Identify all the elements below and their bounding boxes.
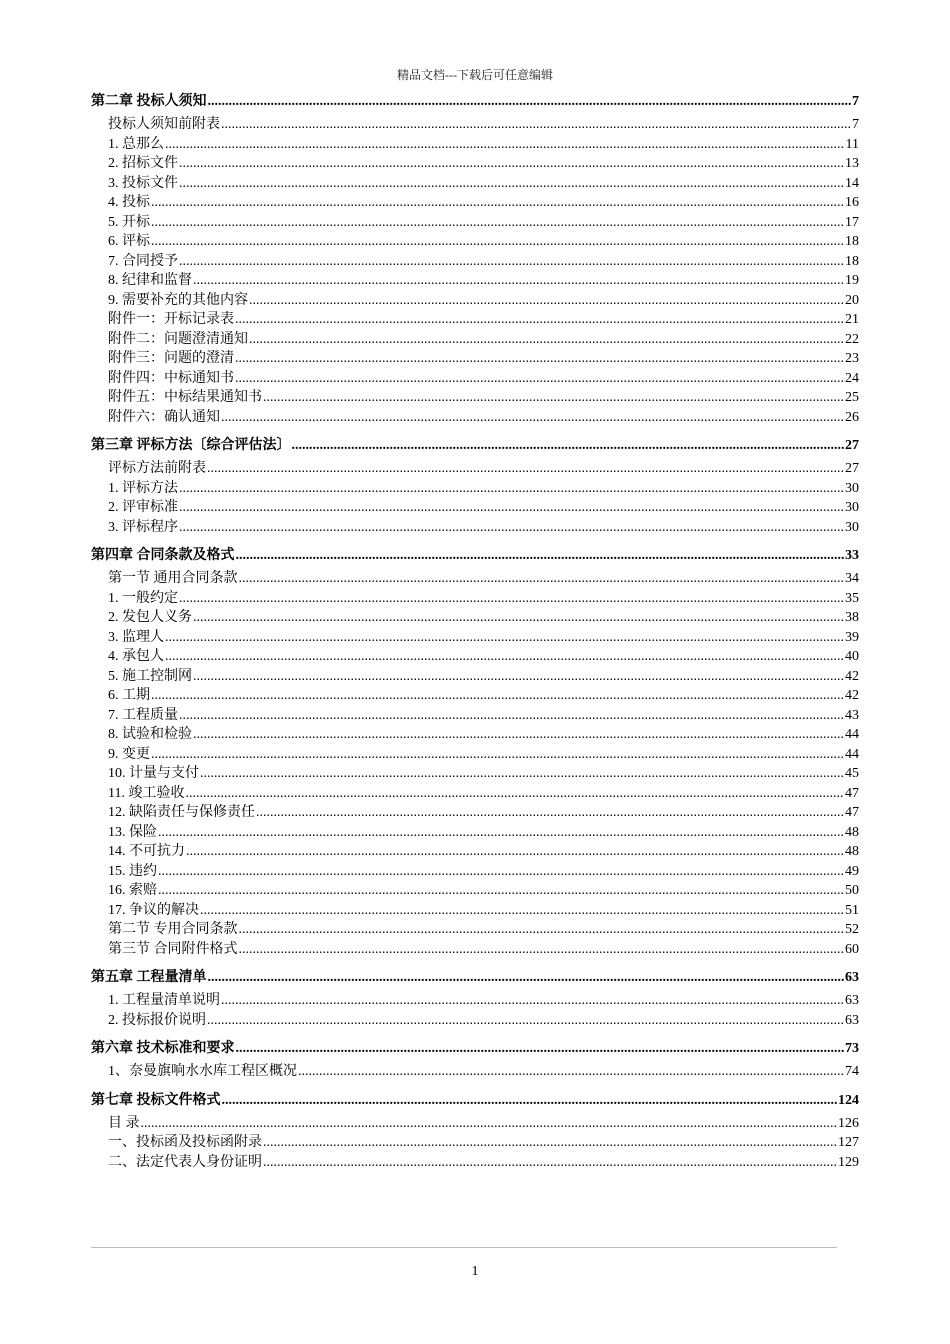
toc-leader-dots — [179, 156, 844, 172]
toc-leader-dots — [222, 1093, 838, 1109]
toc-entry-page: 27 — [845, 461, 859, 476]
toc-entry[interactable] — [91, 289, 859, 309]
toc-leader-dots — [193, 610, 844, 626]
toc-entry[interactable] — [91, 860, 859, 880]
toc-chapter-items — [91, 113, 859, 425]
toc-entry-page: 127 — [838, 1135, 859, 1150]
toc-entry[interactable] — [91, 211, 859, 231]
toc-entry-page: 51 — [845, 902, 859, 918]
toc-chapter-title: 第二章 投标人须知 — [91, 94, 207, 109]
toc-entry-title: 3. 监理人 — [108, 629, 164, 645]
toc-entry[interactable] — [91, 477, 859, 497]
toc-entry-page: 42 — [845, 668, 859, 684]
toc-entry-title: 14. 不可抗力 — [108, 844, 185, 859]
toc-entry-page: 52 — [845, 922, 859, 937]
toc-entry-title: 7. 工程质量 — [108, 707, 178, 723]
toc-entry-page: 50 — [845, 883, 859, 898]
toc-entry[interactable] — [91, 516, 859, 536]
toc-entry[interactable] — [91, 406, 859, 426]
toc-chapter[interactable] — [91, 434, 859, 457]
toc-entry-title: 二、法定代表人身份证明 — [108, 1154, 262, 1170]
toc-entry-title: 9. 变更 — [108, 746, 150, 762]
toc-entry-page: 129 — [838, 1154, 859, 1170]
toc-entry-page: 45 — [845, 766, 859, 781]
page-number: 1 — [471, 1264, 479, 1279]
toc-entry-page: 18 — [845, 234, 859, 249]
toc-entry-page: 30 — [845, 519, 859, 535]
toc-leader-dots — [298, 1064, 844, 1080]
table-of-contents — [91, 90, 859, 1179]
toc-leader-dots — [221, 410, 844, 426]
toc-entry[interactable] — [91, 626, 859, 646]
toc-chapter-page: 124 — [838, 1092, 859, 1108]
toc-leader-dots — [179, 254, 844, 270]
toc-entry-title: 1. 评标方法 — [108, 480, 178, 496]
toc-entry-title: 附件六：确认通知 — [108, 409, 220, 425]
toc-leader-dots — [256, 805, 844, 821]
toc-entry[interactable] — [91, 113, 859, 133]
toc-entry[interactable] — [91, 762, 859, 782]
toc-entry[interactable] — [91, 230, 859, 250]
toc-entry[interactable] — [91, 386, 859, 406]
toc-leader-dots — [207, 461, 844, 477]
toc-entry-title: 5. 开标 — [108, 214, 150, 230]
toc-entry-title: 一、投标函及投标函附录 — [108, 1135, 262, 1150]
toc-entry-page: 23 — [845, 351, 859, 366]
toc-leader-dots — [208, 94, 852, 110]
toc-entry-title: 9. 需要补充的其他内容 — [108, 292, 248, 308]
toc-entry[interactable] — [91, 367, 859, 387]
toc-entry-page: 44 — [845, 727, 859, 742]
toc-leader-dots — [249, 332, 844, 348]
toc-entry-title: 6. 评标 — [108, 234, 150, 249]
toc-entry-page: 25 — [845, 390, 859, 405]
toc-entry-title: 6. 工期 — [108, 688, 150, 703]
toc-leader-dots — [239, 942, 845, 958]
toc-leader-dots — [158, 883, 844, 899]
toc-leader-dots — [235, 312, 844, 328]
toc-chapter-items — [91, 457, 859, 535]
toc-leader-dots — [165, 630, 844, 646]
toc-leader-dots — [151, 215, 844, 231]
page-header: 精品文档---下载后可任意编辑 — [397, 68, 553, 82]
toc-entry[interactable] — [91, 704, 859, 724]
toc-entry-page: 16 — [845, 195, 859, 210]
toc-entry[interactable] — [91, 782, 859, 802]
toc-leader-dots — [179, 708, 844, 724]
toc-entry-title: 附件三：问题的澄清 — [108, 351, 234, 366]
toc-entry-page: 49 — [845, 863, 859, 879]
toc-entry-title: 2. 招标文件 — [108, 156, 178, 171]
toc-entry-page: 63 — [845, 1012, 859, 1028]
toc-entry-page: 18 — [845, 253, 859, 269]
toc-entry-title: 1、奈曼旗响水水库工程区概况 — [108, 1064, 297, 1079]
toc-entry-page: 39 — [845, 629, 859, 645]
toc-entry[interactable] — [91, 587, 859, 607]
toc-leader-dots — [263, 1155, 837, 1171]
toc-leader-dots — [200, 766, 844, 782]
toc-entry-page: 35 — [845, 590, 859, 606]
toc-entry-title: 15. 违约 — [108, 863, 157, 879]
toc-leader-dots — [249, 293, 844, 309]
toc-entry[interactable] — [91, 496, 859, 516]
toc-leader-dots — [193, 727, 844, 743]
toc-leader-dots — [179, 591, 844, 607]
toc-chapter-title: 第三章 评标方法〔综合评估法〕 — [91, 438, 291, 453]
toc-entry-title: 10. 计量与支付 — [108, 766, 199, 781]
toc-entry[interactable] — [91, 1009, 859, 1029]
toc-chapter[interactable] — [91, 544, 859, 567]
toc-entry-title: 2. 投标报价说明 — [108, 1012, 206, 1028]
toc-entry-page: 40 — [845, 649, 859, 664]
toc-entry-title: 第二节 专用合同条款 — [108, 922, 238, 937]
toc-leader-dots — [292, 438, 845, 454]
toc-entry[interactable] — [91, 723, 859, 743]
toc-chapter-page: 63 — [845, 970, 859, 985]
toc-entry-page: 60 — [845, 941, 859, 957]
toc-entry-page: 42 — [845, 688, 859, 703]
toc-entry[interactable] — [91, 743, 859, 763]
toc-entry-page: 30 — [845, 480, 859, 496]
toc-leader-dots — [186, 844, 844, 860]
toc-entry-title: 3. 投标文件 — [108, 175, 178, 191]
toc-chapter[interactable] — [91, 1089, 859, 1112]
toc-entry-title: 8. 试验和检验 — [108, 727, 192, 742]
toc-entry-title: 附件四：中标通知书 — [108, 370, 234, 386]
toc-chapter-items — [91, 1112, 859, 1171]
toc-entry-title: 附件二：问题澄清通知 — [108, 331, 248, 347]
toc-entry-page: 24 — [845, 370, 859, 386]
toc-entry-title: 8. 纪律和监督 — [108, 273, 192, 288]
toc-entry[interactable] — [91, 567, 859, 587]
toc-chapter-page: 7 — [852, 94, 859, 109]
toc-entry-title: 3. 评标程序 — [108, 519, 178, 535]
toc-leader-dots — [193, 273, 844, 289]
toc-entry[interactable] — [91, 269, 859, 289]
toc-entry[interactable] — [91, 133, 859, 153]
toc-entry-page: 34 — [845, 571, 859, 586]
toc-leader-dots — [179, 500, 844, 516]
toc-entry-page: 14 — [845, 175, 859, 191]
toc-entry-page: 26 — [845, 409, 859, 425]
toc-entry[interactable] — [91, 840, 859, 860]
toc-entry-page: 74 — [845, 1064, 859, 1079]
toc-leader-dots — [200, 903, 844, 919]
toc-entry[interactable] — [91, 665, 859, 685]
toc-leader-dots — [193, 669, 844, 685]
toc-entry-title: 2. 发包人义务 — [108, 610, 192, 625]
toc-entry-page: 11 — [845, 136, 859, 152]
toc-entry[interactable] — [91, 801, 859, 821]
toc-chapter[interactable] — [91, 966, 859, 989]
toc-entry[interactable] — [91, 821, 859, 841]
toc-entry-title: 投标人须知前附表 — [108, 117, 220, 132]
toc-leader-dots — [185, 786, 844, 802]
toc-entry[interactable] — [91, 1151, 859, 1171]
footer-divider — [91, 1247, 837, 1248]
toc-leader-dots — [235, 351, 844, 367]
toc-entry-title: 4. 投标 — [108, 195, 150, 210]
toc-entry[interactable] — [91, 457, 859, 477]
toc-entry-title: 17. 争议的解决 — [108, 902, 199, 918]
toc-leader-dots — [151, 234, 844, 250]
toc-entry-page: 17 — [845, 214, 859, 230]
toc-entry[interactable] — [91, 308, 859, 328]
toc-leader-dots — [236, 548, 845, 564]
toc-chapter-title: 第六章 技术标准和要求 — [91, 1041, 235, 1056]
toc-leader-dots — [207, 1013, 844, 1029]
toc-entry-page: 48 — [845, 844, 859, 859]
toc-entry[interactable] — [91, 1060, 859, 1080]
toc-entry-title: 1. 总那么 — [108, 136, 164, 152]
toc-chapter-title: 第五章 工程量清单 — [91, 970, 207, 985]
toc-entry-title: 目 录 — [108, 1115, 140, 1131]
toc-leader-dots — [179, 520, 844, 536]
toc-entry[interactable] — [91, 152, 859, 172]
toc-entry-title: 16. 索赔 — [108, 883, 157, 898]
toc-entry-page: 19 — [845, 273, 859, 288]
toc-leader-dots — [208, 970, 845, 986]
toc-entry[interactable] — [91, 1131, 859, 1151]
toc-entry[interactable] — [91, 1112, 859, 1132]
toc-chapter-title: 第四章 合同条款及格式 — [91, 548, 235, 563]
toc-entry-page: 44 — [845, 746, 859, 762]
toc-entry[interactable] — [91, 938, 859, 958]
toc-leader-dots — [158, 825, 844, 841]
toc-chapter-items — [91, 989, 859, 1028]
toc-entry-title: 第三节 合同附件格式 — [108, 941, 238, 957]
toc-entry-title: 11. 竣工验收 — [108, 785, 185, 801]
toc-leader-dots — [263, 1135, 837, 1151]
toc-entry-page: 47 — [845, 785, 859, 801]
toc-entry[interactable] — [91, 989, 859, 1009]
toc-entry-title: 附件五：中标结果通知书 — [108, 390, 262, 405]
toc-entry-page: 38 — [845, 610, 859, 625]
toc-entry-page: 13 — [845, 156, 859, 171]
toc-entry[interactable] — [91, 328, 859, 348]
toc-chapter[interactable] — [91, 1037, 859, 1060]
toc-entry-page: 126 — [838, 1115, 859, 1131]
toc-entry[interactable] — [91, 645, 859, 665]
toc-entry-title: 5. 施工控制网 — [108, 668, 192, 684]
toc-leader-dots — [236, 1041, 845, 1057]
toc-entry-page: 47 — [845, 805, 859, 820]
toc-entry-title: 2. 评审标准 — [108, 500, 178, 515]
toc-entry[interactable] — [91, 918, 859, 938]
toc-leader-dots — [221, 117, 851, 133]
toc-chapter-page: 33 — [845, 548, 859, 563]
toc-leader-dots — [151, 195, 844, 211]
toc-entry-page: 7 — [852, 117, 859, 132]
toc-entry-page: 30 — [845, 500, 859, 515]
toc-entry-page: 21 — [845, 312, 859, 327]
toc-leader-dots — [263, 390, 844, 406]
toc-leader-dots — [141, 1116, 838, 1132]
toc-chapter-items — [91, 567, 859, 957]
toc-entry[interactable] — [91, 172, 859, 192]
toc-entry-title: 12. 缺陷责任与保修责任 — [108, 805, 255, 820]
toc-leader-dots — [151, 688, 844, 704]
toc-entry-page: 20 — [845, 292, 859, 308]
toc-chapter-title: 第七章 投标文件格式 — [91, 1092, 221, 1108]
toc-entry-title: 第一节 通用合同条款 — [108, 571, 238, 586]
toc-leader-dots — [158, 864, 844, 880]
toc-chapter-page: 27 — [845, 438, 859, 453]
toc-entry-page: 63 — [845, 993, 859, 1008]
toc-entry-title: 1. 工程量清单说明 — [108, 993, 220, 1008]
toc-leader-dots — [239, 922, 845, 938]
toc-chapter-items — [91, 1060, 859, 1080]
toc-leader-dots — [239, 571, 845, 587]
toc-chapter-page: 73 — [845, 1041, 859, 1056]
toc-leader-dots — [179, 176, 844, 192]
toc-entry-title: 7. 合同授予 — [108, 253, 178, 269]
toc-leader-dots — [221, 993, 844, 1009]
toc-entry-title: 4. 承包人 — [108, 649, 164, 664]
toc-entry-page: 22 — [845, 331, 859, 347]
toc-chapter[interactable] — [91, 90, 859, 113]
toc-entry[interactable] — [91, 347, 859, 367]
toc-entry-page: 43 — [845, 707, 859, 723]
toc-entry-title: 13. 保险 — [108, 824, 157, 840]
toc-leader-dots — [165, 649, 844, 665]
toc-leader-dots — [151, 747, 844, 763]
toc-entry-title: 1. 一般约定 — [108, 590, 178, 606]
toc-leader-dots — [165, 137, 845, 153]
toc-entry-title: 评标方法前附表 — [108, 461, 206, 476]
toc-entry[interactable] — [91, 606, 859, 626]
toc-entry[interactable] — [91, 684, 859, 704]
toc-entry-title: 附件一：开标记录表 — [108, 312, 234, 327]
toc-leader-dots — [179, 481, 844, 497]
toc-entry[interactable] — [91, 879, 859, 899]
toc-entry[interactable] — [91, 191, 859, 211]
toc-entry-page: 48 — [845, 824, 859, 840]
toc-entry[interactable] — [91, 899, 859, 919]
toc-entry[interactable] — [91, 250, 859, 270]
toc-leader-dots — [235, 371, 844, 387]
